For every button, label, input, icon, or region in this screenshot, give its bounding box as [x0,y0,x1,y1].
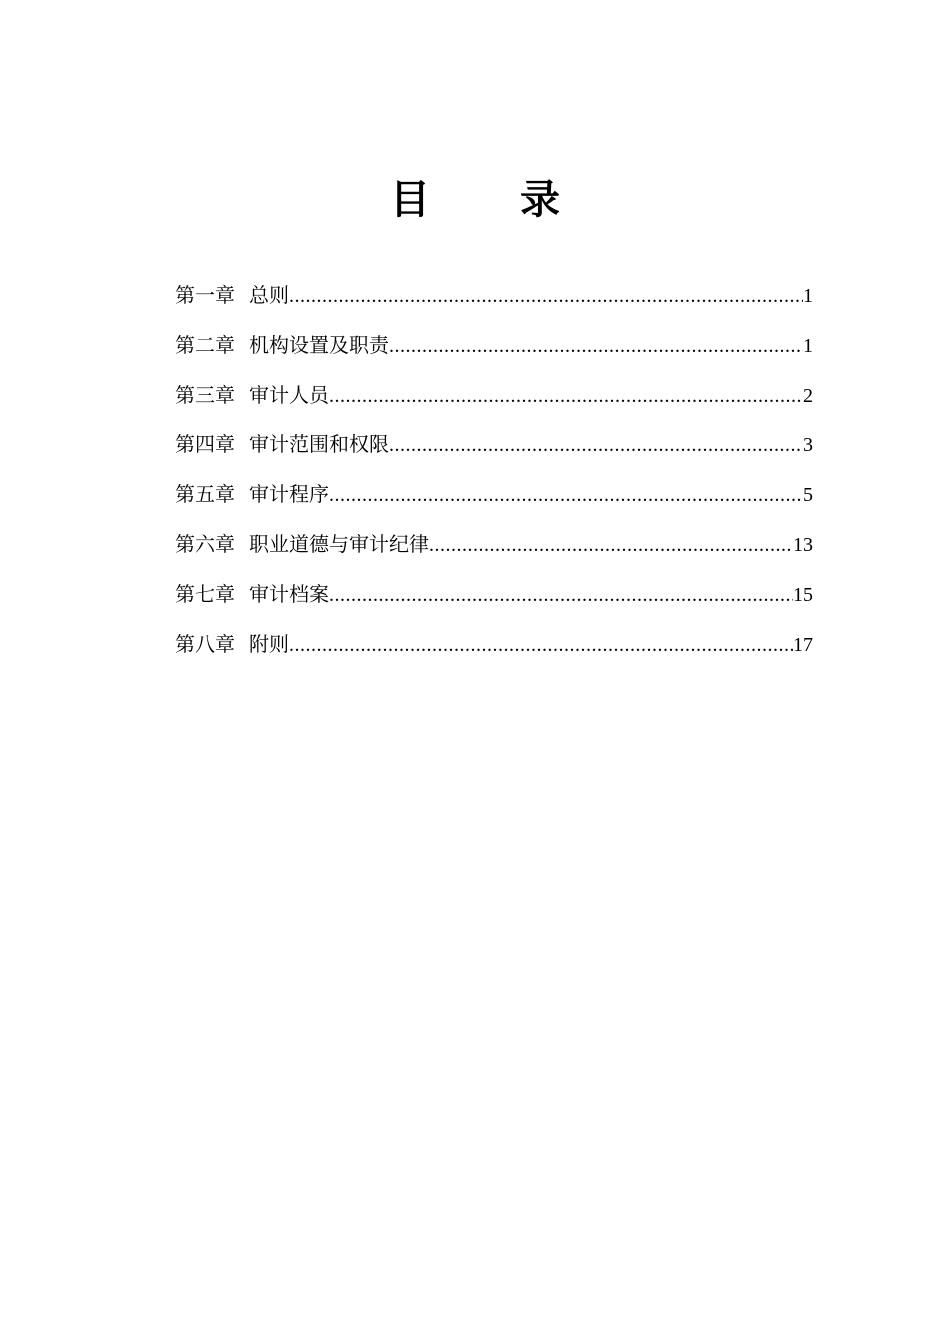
toc-chapter-title: 附则 [249,631,289,656]
toc-page-number: 2 [803,384,813,407]
toc-chapter-number: 第四章 [175,432,235,457]
toc-chapter-number: 第八章 [175,631,235,656]
toc-chapter-number: 第六章 [175,531,235,556]
toc-entry[interactable] [175,475,813,525]
toc-entry[interactable] [175,625,813,675]
toc-page-number: 15 [793,583,813,606]
toc-chapter-number: 第七章 [175,581,235,606]
toc-entry[interactable] [175,425,813,475]
toc-chapter-title: 审计范围和权限 [249,432,389,457]
toc-page-number: 1 [803,285,813,307]
toc-page-number: 17 [793,633,813,656]
toc-entry[interactable] [175,575,813,625]
toc-dot-leader [329,476,803,514]
toc-dot-leader [329,576,793,614]
toc-chapter-number: 第三章 [175,382,235,407]
toc-chapter-title: 审计程序 [249,482,329,507]
toc-chapter-title: 审计档案 [249,581,329,606]
page-title: 目 录 [390,176,598,223]
toc-entry[interactable] [175,525,813,575]
toc-dot-leader [329,377,803,415]
toc-dot-leader [389,426,803,464]
toc-page-number: 13 [793,533,813,556]
toc-chapter-number: 第五章 [175,482,235,507]
toc-dot-leader [389,327,803,365]
toc-chapter-title: 审计人员 [249,382,329,407]
toc-chapter-number: 第一章 [175,283,235,307]
toc-dot-leader [289,277,803,315]
toc-page-number: 5 [803,484,813,507]
toc-page-number: 3 [803,434,813,457]
toc-chapter-number: 第二章 [175,332,235,357]
toc-entry[interactable] [175,276,813,326]
toc-chapter-title: 机构设置及职责 [249,332,389,357]
toc-chapter-title: 总则 [249,283,289,307]
toc-entry[interactable] [175,376,813,426]
table-of-contents [175,276,813,674]
toc-chapter-title: 职业道德与审计纪律 [249,531,429,556]
toc-page-number: 1 [803,334,813,357]
toc-dot-leader [429,526,793,564]
toc-dot-leader [289,626,793,664]
toc-entry[interactable] [175,326,813,376]
